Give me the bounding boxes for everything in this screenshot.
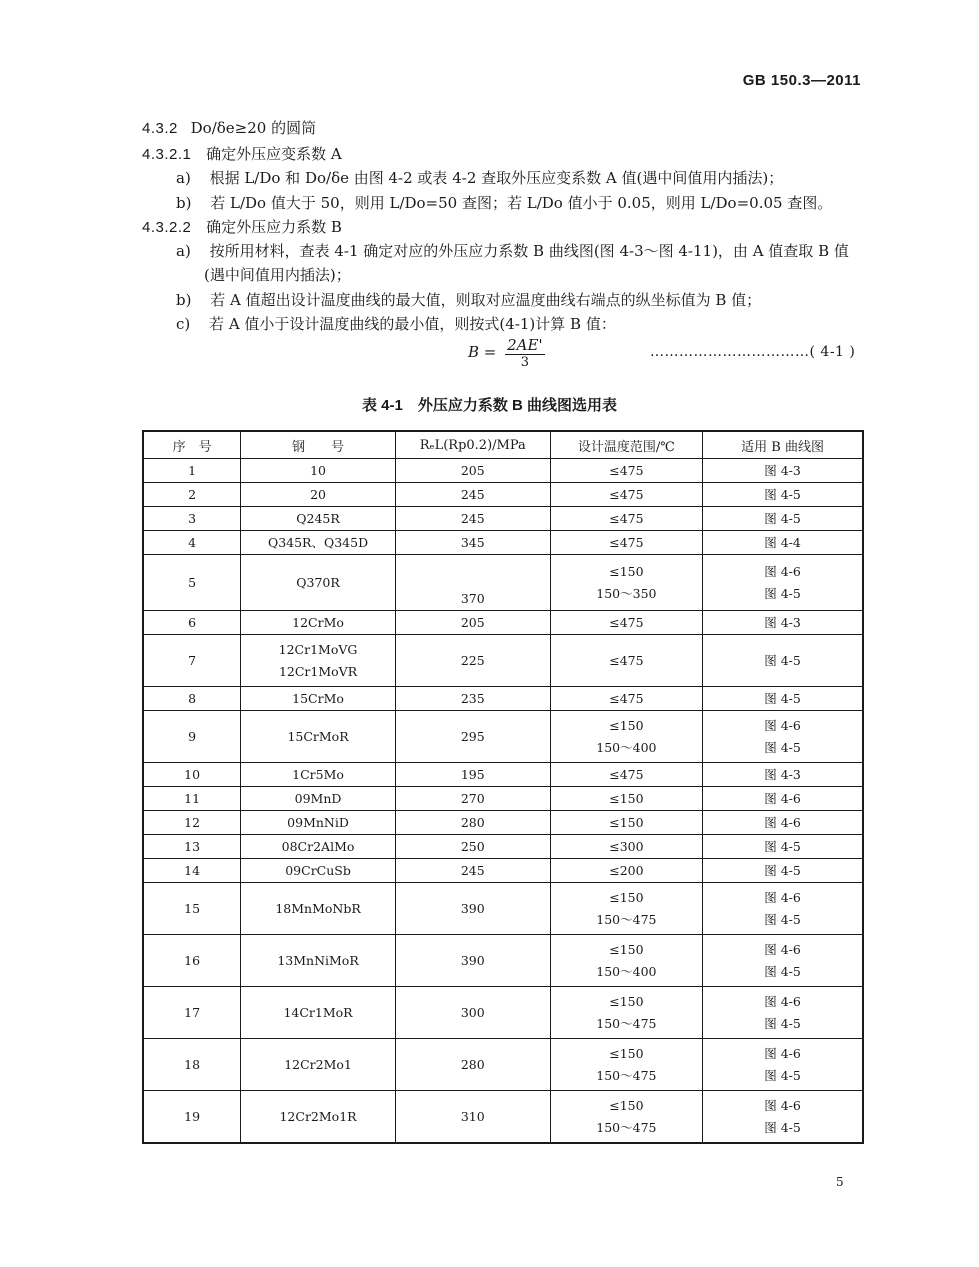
cell-b-curve-figure: [703, 483, 863, 507]
cell-b-curve-figure: [703, 611, 863, 635]
cell-temperature-range: [550, 459, 702, 483]
cell-b-curve-figure-line: 图 4-3: [764, 462, 801, 478]
cell-serial: 7: [143, 635, 241, 687]
item-label: a): [176, 169, 191, 187]
item-label: a): [176, 242, 191, 260]
cell-b-curve-figure-line: 图 4-6: [764, 1097, 801, 1113]
cell-b-curve-figure: [703, 459, 863, 483]
cell-steel-grade-line: 12Cr2Mo1R: [279, 1108, 357, 1124]
cell-b-curve-figure: [703, 507, 863, 531]
cell-steel-grade-line: 12CrMo: [292, 614, 344, 630]
cell-yield-strength: 390: [395, 935, 550, 987]
clause-title: 确定外压应力系数 B: [206, 218, 342, 236]
cell-b-curve-figure-line: 图 4-5: [764, 510, 801, 526]
cell-serial: 16: [143, 935, 241, 987]
table-row: [143, 787, 863, 811]
cell-b-curve-figure: [703, 987, 863, 1039]
item-b-2: [176, 289, 761, 310]
cell-yield-strength: 270: [395, 787, 550, 811]
table-row: [143, 611, 863, 635]
steel-table: [142, 430, 864, 1144]
cell-temperature-range-line: 150～400: [596, 739, 657, 755]
cell-steel-grade: [241, 711, 396, 763]
cell-steel-grade-line: 15CrMo: [292, 690, 344, 706]
cell-steel-grade: [241, 611, 396, 635]
cell-b-curve-figure-line: 图 4-6: [764, 717, 801, 733]
item-text: 若 A 值超出设计温度曲线的最大值，则取对应温度曲线右端点的纵坐标值为 B 值；: [210, 291, 762, 309]
cell-b-curve-figure-line: 图 4-5: [764, 486, 801, 502]
cell-temperature-range-line: ≤150: [609, 889, 644, 905]
cell-b-curve-figure-line: 图 4-5: [764, 862, 801, 878]
cell-temperature-range-line: ≤150: [609, 814, 644, 830]
cell-serial: 12: [143, 811, 241, 835]
cell-yield-strength: 250: [395, 835, 550, 859]
cell-b-curve-figure-line: 图 4-5: [764, 739, 801, 755]
cell-yield-strength: 225: [395, 635, 550, 687]
cell-b-curve-figure: [703, 531, 863, 555]
cell-yield-strength: 390: [395, 883, 550, 935]
cell-temperature-range-line: 150～475: [596, 911, 657, 927]
cell-b-curve-figure: [703, 1091, 863, 1144]
cell-steel-grade-line: 08Cr2AlMo: [281, 838, 355, 854]
cell-steel-grade-line: 09MnD: [294, 790, 342, 806]
cell-temperature-range: [550, 1039, 702, 1091]
cell-b-curve-figure-line: 图 4-5: [764, 911, 801, 927]
cell-serial: 2: [143, 483, 241, 507]
cell-temperature-range-line: ≤475: [609, 486, 644, 502]
clause-number: 4.3.2: [142, 120, 178, 137]
item-label: b): [176, 194, 192, 212]
item-c-2: [176, 313, 616, 334]
cell-temperature-range: [550, 787, 702, 811]
cell-temperature-range-line: ≤150: [609, 941, 644, 957]
cell-temperature-range: [550, 687, 702, 711]
cell-b-curve-figure: [703, 555, 863, 611]
cell-b-curve-figure-line: 图 4-3: [764, 614, 801, 630]
cell-steel-grade: [241, 531, 396, 555]
cell-b-curve-figure-line: 图 4-6: [764, 1045, 801, 1061]
cell-serial: 5: [143, 555, 241, 611]
item-text: 若 L/Do 值大于 50，则用 L/Do=50 查图；若 L/Do 值小于 0.05，则用 L/Do=0.05 查图。: [210, 194, 833, 212]
cell-steel-grade: [241, 507, 396, 531]
cell-steel-grade: [241, 555, 396, 611]
formula-lhs: B =: [468, 343, 497, 361]
cell-steel-grade-line: 12Cr1MoVG: [278, 641, 358, 657]
cell-steel-grade-line: 14Cr1MoR: [283, 1004, 353, 1020]
cell-steel-grade-line: Q345R、Q345D: [267, 534, 369, 550]
cell-temperature-range: [550, 635, 702, 687]
cell-temperature-range-line: ≤475: [609, 766, 644, 782]
formula-fraction: [505, 336, 544, 370]
cell-b-curve-figure: [703, 883, 863, 935]
cell-steel-grade: [241, 859, 396, 883]
cell-b-curve-figure: [703, 835, 863, 859]
item-text: 按所用材料，查表 4-1 确定对应的外压应力系数 B 曲线图(图 4-3～图 4-11)，由 A 值查取 B 值: [209, 242, 849, 260]
header-b-curve-figure: 适用 B 曲线图: [703, 431, 863, 459]
table-row: [143, 531, 863, 555]
cell-steel-grade: [241, 459, 396, 483]
cell-temperature-range: [550, 531, 702, 555]
table-caption: 表 4-1 外压应力系数 B 曲线图选用表: [361, 397, 618, 414]
cell-b-curve-figure-line: 图 4-6: [764, 941, 801, 957]
cell-steel-grade-line: 20: [310, 486, 326, 502]
formula-numerator: 2AE': [507, 336, 543, 354]
cell-serial: 8: [143, 687, 241, 711]
table-row: [143, 687, 863, 711]
cell-temperature-range-line: 150～475: [596, 1119, 657, 1135]
table-row: [143, 811, 863, 835]
cell-steel-grade-line: Q370R: [296, 574, 340, 590]
cell-serial: 3: [143, 507, 241, 531]
cell-b-curve-figure: [703, 687, 863, 711]
cell-b-curve-figure-line: 图 4-5: [764, 585, 801, 601]
cell-temperature-range-line: ≤475: [609, 652, 644, 668]
cell-temperature-range-line: ≤475: [609, 462, 644, 478]
cell-temperature-range: [550, 987, 702, 1039]
cell-steel-grade-line: 1Cr5Mo: [292, 766, 344, 782]
cell-steel-grade: [241, 635, 396, 687]
cell-temperature-range-line: 150～475: [596, 1015, 657, 1031]
table-row: [143, 883, 863, 935]
cell-temperature-range-line: ≤475: [609, 534, 644, 550]
cell-yield-strength: 345: [395, 531, 550, 555]
formula-leader: ……………………………( 4-1 ): [650, 344, 856, 360]
item-a-2: [176, 240, 849, 261]
table-row: [143, 835, 863, 859]
clause-number: 4.3.2.1: [142, 146, 192, 163]
cell-yield-strength: 205: [395, 459, 550, 483]
table-row: [143, 555, 863, 611]
cell-b-curve-figure-line: 图 4-5: [764, 838, 801, 854]
clause-title: 确定外压应变系数 A: [206, 145, 342, 163]
cell-steel-grade: [241, 935, 396, 987]
cell-temperature-range: [550, 1091, 702, 1144]
header-serial: 序 号: [143, 431, 241, 459]
clause-4-3-2-1: [142, 143, 342, 164]
cell-yield-strength: 205: [395, 611, 550, 635]
page-number: 5: [836, 1175, 844, 1189]
cell-steel-grade-line: Q245R: [296, 510, 340, 526]
cell-temperature-range-line: 150～350: [596, 585, 657, 601]
item-a-2-continued: (遇中间值用内插法)；: [204, 266, 351, 284]
cell-serial: 9: [143, 711, 241, 763]
formula-4-1: [468, 336, 545, 370]
cell-steel-grade-line: 09MnNiD: [287, 814, 349, 830]
cell-yield-strength: 195: [395, 763, 550, 787]
cell-temperature-range: [550, 935, 702, 987]
cell-b-curve-figure-line: 图 4-5: [764, 963, 801, 979]
clause-4-3-2: [142, 117, 316, 138]
cell-serial: 14: [143, 859, 241, 883]
cell-b-curve-figure: [703, 811, 863, 835]
cell-temperature-range-line: ≤475: [609, 510, 644, 526]
cell-b-curve-figure-line: 图 4-3: [764, 766, 801, 782]
cell-temperature-range-line: ≤200: [609, 862, 644, 878]
cell-temperature-range: [550, 711, 702, 763]
cell-serial: 6: [143, 611, 241, 635]
cell-steel-grade-line: 13MnNiMoR: [277, 952, 359, 968]
standard-id: GB 150.3—2011: [742, 72, 861, 89]
cell-steel-grade-line: 09CrCuSb: [285, 862, 351, 878]
cell-b-curve-figure: [703, 635, 863, 687]
cell-temperature-range: [550, 883, 702, 935]
item-b-1: [176, 192, 832, 213]
cell-yield-strength: 310: [395, 1091, 550, 1144]
table-row: [143, 763, 863, 787]
cell-b-curve-figure: [703, 935, 863, 987]
cell-steel-grade-line: 10: [310, 462, 326, 478]
cell-yield-strength: 280: [395, 1039, 550, 1091]
cell-temperature-range-line: 150～400: [596, 963, 657, 979]
cell-steel-grade-line: 18MnMoNbR: [275, 900, 361, 916]
table-row: [143, 935, 863, 987]
cell-steel-grade: [241, 987, 396, 1039]
cell-temperature-range-line: 150～475: [596, 1067, 657, 1083]
cell-yield-strength: 245: [395, 859, 550, 883]
table-row: [143, 483, 863, 507]
cell-serial: 19: [143, 1091, 241, 1144]
header-steel-grade: 钢 号: [241, 431, 396, 459]
cell-b-curve-figure-line: 图 4-4: [764, 534, 801, 550]
table-header-row: [143, 431, 863, 459]
cell-b-curve-figure: [703, 859, 863, 883]
cell-b-curve-figure-line: 图 4-6: [764, 814, 801, 830]
cell-b-curve-figure: [703, 787, 863, 811]
table-row: [143, 507, 863, 531]
cell-b-curve-figure-line: 图 4-5: [764, 1067, 801, 1083]
table-row: [143, 635, 863, 687]
cell-b-curve-figure-line: 图 4-5: [764, 1119, 801, 1135]
cell-temperature-range: [550, 763, 702, 787]
cell-steel-grade-line: 15CrMoR: [287, 728, 349, 744]
cell-steel-grade-line: 12Cr1MoVR: [278, 663, 358, 679]
item-label: c): [176, 315, 191, 333]
cell-serial: 13: [143, 835, 241, 859]
cell-b-curve-figure: [703, 1039, 863, 1091]
cell-serial: 1: [143, 459, 241, 483]
cell-steel-grade: [241, 811, 396, 835]
cell-temperature-range-line: ≤475: [609, 690, 644, 706]
cell-yield-strength: 245: [395, 507, 550, 531]
table-row: [143, 1091, 863, 1144]
cell-yield-strength: 370: [395, 555, 550, 611]
table-row: [143, 859, 863, 883]
cell-steel-grade: [241, 763, 396, 787]
cell-temperature-range-line: ≤150: [609, 1097, 644, 1113]
cell-temperature-range: [550, 507, 702, 531]
cell-steel-grade: [241, 687, 396, 711]
cell-steel-grade: [241, 787, 396, 811]
item-a-1: [176, 167, 783, 188]
cell-temperature-range-line: ≤150: [609, 717, 644, 733]
cell-temperature-range-line: ≤150: [609, 1045, 644, 1061]
table-row: [143, 711, 863, 763]
cell-steel-grade: [241, 883, 396, 935]
table-row: [143, 459, 863, 483]
cell-yield-strength: 280: [395, 811, 550, 835]
cell-b-curve-figure-line: 图 4-6: [764, 889, 801, 905]
cell-yield-strength: 295: [395, 711, 550, 763]
cell-temperature-range: [550, 483, 702, 507]
table-row: [143, 987, 863, 1039]
cell-temperature-range: [550, 811, 702, 835]
cell-b-curve-figure: [703, 711, 863, 763]
clause-4-3-2-2: [142, 216, 342, 237]
cell-serial: 10: [143, 763, 241, 787]
cell-serial: 18: [143, 1039, 241, 1091]
clause-title: Do/δe≥20 的圆筒: [190, 119, 317, 137]
cell-temperature-range: [550, 835, 702, 859]
cell-serial: 15: [143, 883, 241, 935]
formula-denominator: 3: [520, 355, 529, 370]
cell-b-curve-figure-line: 图 4-5: [764, 652, 801, 668]
item-text: 若 A 值小于设计温度曲线的最小值，则按式(4-1)计算 B 值：: [209, 315, 616, 333]
cell-steel-grade: [241, 835, 396, 859]
header-yield-strength: RₑL(Rp0.2)/MPa: [395, 431, 550, 459]
cell-steel-grade-line: 12Cr2Mo1: [284, 1056, 352, 1072]
clause-number: 4.3.2.2: [142, 219, 192, 236]
cell-serial: 17: [143, 987, 241, 1039]
item-label: b): [176, 291, 192, 309]
cell-yield-strength: 235: [395, 687, 550, 711]
cell-temperature-range: [550, 859, 702, 883]
cell-temperature-range-line: ≤150: [609, 993, 644, 1009]
cell-steel-grade: [241, 1091, 396, 1144]
cell-b-curve-figure: [703, 763, 863, 787]
cell-steel-grade: [241, 483, 396, 507]
cell-b-curve-figure-line: 图 4-6: [764, 993, 801, 1009]
cell-b-curve-figure-line: 图 4-6: [764, 563, 801, 579]
cell-temperature-range-line: ≤475: [609, 614, 644, 630]
cell-steel-grade: [241, 1039, 396, 1091]
cell-b-curve-figure-line: 图 4-5: [764, 690, 801, 706]
header-temperature-range: 设计温度范围/℃: [550, 431, 702, 459]
table-row: [143, 1039, 863, 1091]
cell-serial: 11: [143, 787, 241, 811]
cell-b-curve-figure-line: 图 4-5: [764, 1015, 801, 1031]
cell-yield-strength: 300: [395, 987, 550, 1039]
cell-serial: 4: [143, 531, 241, 555]
cell-temperature-range: [550, 555, 702, 611]
cell-temperature-range: [550, 611, 702, 635]
cell-temperature-range-line: ≤150: [609, 790, 644, 806]
cell-temperature-range-line: ≤300: [609, 838, 644, 854]
cell-yield-strength: 245: [395, 483, 550, 507]
item-text: 根据 L/Do 和 Do/δe 由图 4-2 或表 4-2 查取外压应变系数 A 值(遇中间值用内插法)；: [209, 169, 784, 187]
cell-temperature-range-line: ≤150: [609, 563, 644, 579]
cell-b-curve-figure-line: 图 4-6: [764, 790, 801, 806]
